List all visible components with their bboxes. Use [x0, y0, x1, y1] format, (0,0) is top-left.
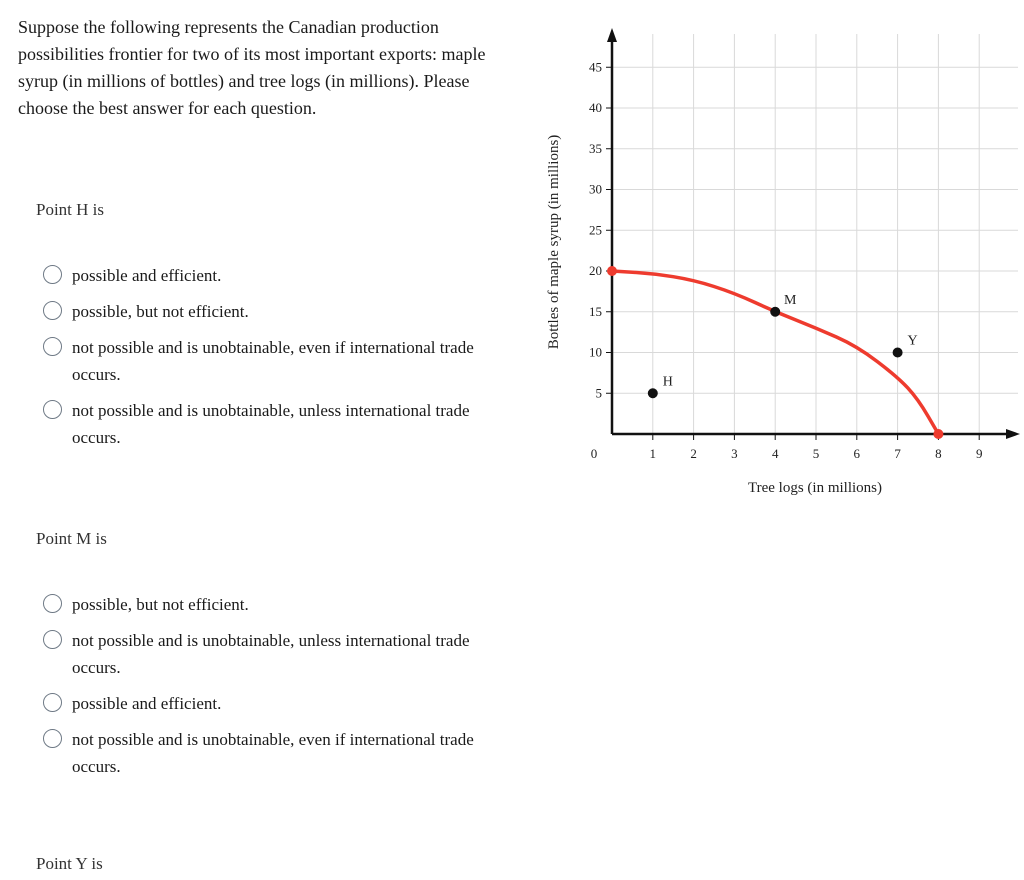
- radio-button[interactable]: [43, 265, 62, 284]
- option-label: possible and efficient.: [72, 266, 222, 285]
- option-h-possible-not-efficient[interactable]: [40, 298, 506, 325]
- x-tick-label: 2: [690, 446, 697, 461]
- x-tick-label: 3: [731, 446, 738, 461]
- point-m: [770, 307, 780, 317]
- option-h-possible-efficient[interactable]: [40, 262, 506, 289]
- ppf-endpoint: [933, 429, 943, 439]
- question-title: Point H is: [36, 200, 105, 219]
- y-tick-label: 10: [589, 344, 602, 360]
- y-tick-label: 45: [589, 59, 602, 75]
- chart-points: [648, 293, 918, 399]
- option-m-possible-not-efficient[interactable]: [40, 591, 506, 618]
- radio-button[interactable]: [43, 693, 62, 712]
- y-axis-arrow: [607, 28, 617, 42]
- origin-label: 0: [590, 446, 598, 461]
- option-label: possible, but not efficient.: [72, 595, 249, 614]
- option-label: not possible and is unobtainable, unless international trade occurs.: [72, 401, 470, 447]
- x-tick-label: 1: [649, 446, 657, 461]
- answer-options: [40, 262, 506, 460]
- x-axis-arrow: [1006, 429, 1020, 439]
- point-y: [893, 348, 903, 358]
- x-axis-label: Tree logs (in millions): [747, 480, 883, 496]
- radio-button[interactable]: [43, 630, 62, 649]
- question-title: Point Y is: [36, 854, 103, 873]
- x-tick-label: 9: [975, 446, 983, 461]
- point-h: [648, 388, 658, 398]
- point-label-h: H: [662, 374, 673, 390]
- radio-button[interactable]: [43, 400, 62, 419]
- y-axis-label: Bottles of maple syrup (in millions): [546, 134, 562, 350]
- point-label-m: M: [783, 292, 797, 308]
- y-tick-label: 40: [589, 100, 602, 115]
- option-h-not-possible-unless-trade[interactable]: [40, 397, 506, 451]
- y-tick-label: 5: [595, 385, 602, 401]
- x-tick-label: 7: [894, 446, 901, 461]
- question-intro: Suppose the following represents the Canadian production possibilities frontier for two of its most important exports: maple syrup (in millions of bottles) and tree logs (in millions). Please choose the best answer for each question.: [18, 17, 486, 118]
- answer-options: [40, 591, 506, 789]
- ppf-endpoint: [607, 266, 617, 276]
- option-label: not possible and is unobtainable, even if international trade occurs.: [72, 730, 474, 776]
- x-tick-label: 8: [935, 446, 942, 461]
- question-point-m: [36, 529, 506, 776]
- question-point-y: [36, 854, 506, 874]
- radio-button[interactable]: [43, 594, 62, 613]
- option-label: not possible and is unobtainable, unless international trade occurs.: [72, 631, 470, 677]
- option-label: possible, but not efficient.: [72, 302, 249, 321]
- option-m-possible-efficient[interactable]: [40, 690, 506, 717]
- x-tick-label: 6: [853, 446, 861, 461]
- radio-button[interactable]: [43, 337, 62, 356]
- radio-button[interactable]: [43, 301, 62, 320]
- chart-grid: [612, 34, 1018, 434]
- ppf-chart: [540, 20, 1024, 500]
- option-label: possible and efficient.: [72, 694, 222, 713]
- option-m-not-possible-unless-trade[interactable]: [40, 627, 506, 681]
- y-tick-label: 25: [589, 222, 602, 238]
- option-m-not-possible-even-if-trade[interactable]: [40, 726, 506, 780]
- option-h-not-possible-even-if-trade[interactable]: [40, 334, 506, 388]
- x-tick-label: 5: [812, 446, 820, 461]
- y-tick-label: 30: [589, 181, 602, 197]
- y-tick-label: 35: [589, 140, 602, 156]
- option-label: not possible and is unobtainable, even if international trade occurs.: [72, 338, 474, 384]
- y-tick-label: 20: [589, 263, 602, 278]
- point-label-y: Y: [907, 333, 918, 349]
- x-tick-label: 4: [771, 446, 779, 461]
- question-title: Point M is: [36, 529, 107, 548]
- y-tick-label: 15: [589, 303, 602, 319]
- radio-button[interactable]: [43, 729, 62, 748]
- question-point-h: [36, 200, 506, 447]
